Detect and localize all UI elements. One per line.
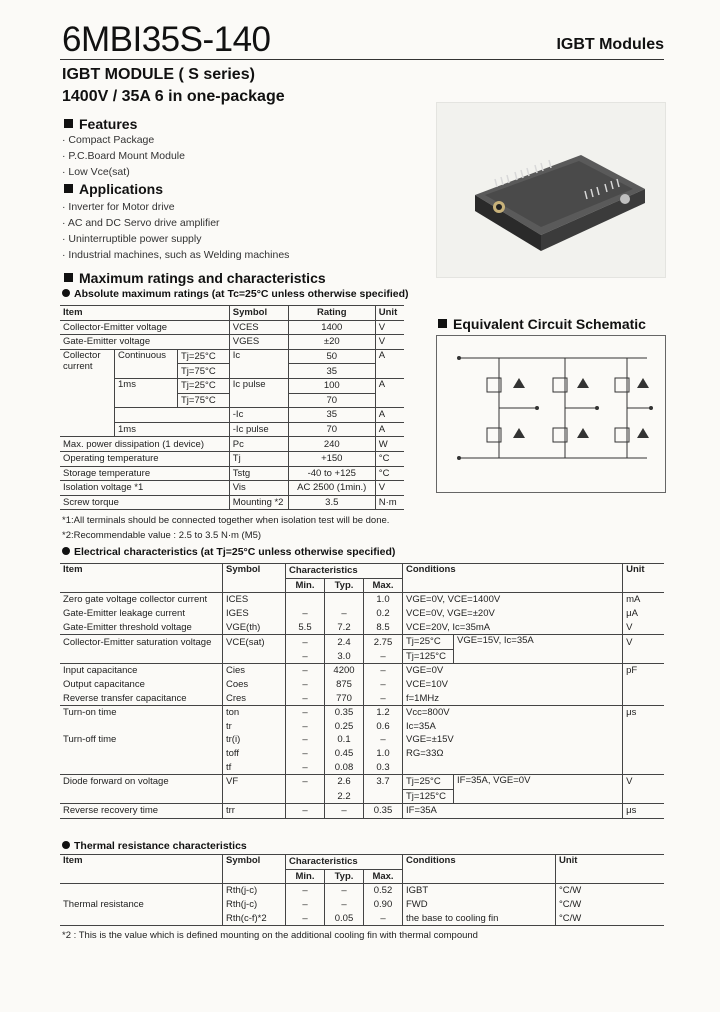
table-row: Collector-Emitter voltage VCES 1400 V — [60, 320, 404, 335]
table-row: Collector current Continuous Tj=25°C Ic 50 A — [60, 349, 404, 364]
table-row: 2.2 Tj=125°C — [60, 789, 664, 804]
table-row: Turn-off time tr(i) – 0.1 – VGE=±15V — [60, 733, 664, 747]
table-header: Unit — [556, 855, 665, 884]
table-row: Thermal resistance Rth(j-c) – – 0.52 IGBT °C/W — [60, 884, 664, 898]
table-row: Isolation voltage *1 Vis AC 2500 (1min.) V — [60, 481, 404, 496]
table-row: -Ic 35 A — [60, 408, 404, 423]
table-row: Input capacitance Cies – 4200 – VGE=0V pF — [60, 664, 664, 678]
table-row: 1ms Tj=25°C Ic pulse 100 A — [60, 378, 404, 393]
note-2: *2:Recommendable value : 2.5 to 3.5 N·m (M5) — [62, 530, 262, 541]
table-header: Item — [60, 564, 223, 593]
table-header: Symbol — [223, 855, 286, 884]
table-row: Gate-Emitter leakage current IGES – – 0.2 VCE=0V, VGE=±20V μA — [60, 607, 664, 621]
table-row: Max. power dissipation (1 device) Pc 240 W — [60, 437, 404, 452]
table-row: Diode forward on voltage VF – 2.6 3.7 Tj=25°C IF=35A, VGE=0V V — [60, 774, 664, 789]
table-header: Rating — [288, 306, 375, 321]
table-row: Gate-Emitter voltage VGES ±20 V — [60, 335, 404, 350]
table-header: Conditions — [403, 564, 623, 593]
part-number: 6MBI35S-140 — [62, 20, 271, 59]
table-row: Screw torque Mounting *2 3.5 N·m — [60, 495, 404, 510]
table-row: Operating temperature Tj +150 °C — [60, 451, 404, 466]
thermal-table: Item Symbol Characteristics Conditions Unit Min. Typ. Max. Thermal resistance Rth(j-c) – – 0.52 IGBT °C/W Rth(j-c) – – 0.90 FWD °C/W Rth(c-f)*2 – 0.05 – the base to cooling fin °C/W — [60, 854, 664, 926]
list-item: · P.C.Board Mount Module — [62, 150, 185, 162]
table-row: Collector-Emitter saturation voltage VCE(sat) – 2.4 2.75 Tj=25°C VGE=15V, Ic=35A V — [60, 634, 664, 649]
table-header: Symbol — [223, 564, 286, 593]
list-item: · Low Vce(sat) — [62, 166, 130, 178]
table-row: Rth(j-c) – – 0.90 FWD °C/W — [60, 898, 664, 912]
table-header: Item — [60, 855, 223, 884]
subtitle-rating: 1400V / 35A 6 in one-package — [62, 88, 285, 105]
list-item: · AC and DC Servo drive amplifier — [62, 217, 220, 229]
product-category: IGBT Modules — [556, 36, 664, 53]
list-item: · Inverter for Motor drive — [62, 201, 175, 213]
table-row: toff – 0.45 1.0 RG=33Ω — [60, 747, 664, 761]
table-row: tr – 0.25 0.6 Ic=35A — [60, 720, 664, 734]
table-row: Gate-Emitter threshold voltage VGE(th) 5.5 7.2 8.5 VCE=20V, Ic=35mA V — [60, 620, 664, 634]
table-row: Output capacitance Coes – 875 – VCE=10V — [60, 678, 664, 692]
table-header: Unit — [623, 564, 664, 593]
table-row: Storage temperature Tstg -40 to +125 °C — [60, 466, 404, 481]
table-header: Characteristics — [286, 855, 403, 870]
features-heading: Features — [64, 116, 137, 132]
list-item: · Uninterruptible power supply — [62, 233, 202, 245]
subtitle-module: IGBT MODULE ( S series) — [62, 66, 255, 83]
max-ratings-table — [60, 305, 404, 510]
table-header: Conditions — [403, 855, 556, 884]
header-rule — [60, 59, 664, 60]
table-header: Item — [60, 306, 229, 321]
table-row: tf – 0.08 0.3 — [60, 760, 664, 774]
electrical-table: Item Symbol Characteristics Conditions Unit Min. Typ. Max. Zero gate voltage collector current ICES 1.0 VGE=0V, VCE=1400V mA Gate-Emitter leakage current IGES – – 0.2 VCE=0V, VGE=±20V μA Gate-Emitter threshold voltage VGE(th) 5.5 7.2 8.5 VCE=20V, Ic=35mA V Collector-Emitter saturation voltage VCE(sat) – 2.4 2.75 Tj=25°C VGE=15V, Ic=35A V – 3.0 – Tj=125°C Input capacitance Cies – 4200 – VGE=0V pF Output capacitance Coes – 875 – VCE=10V Reverse transfer capacitance Cres – 770 – f=1MHz Turn-on time ton – 0.35 1.2 Vcc=800V μs tr – 0.25 0.6 Ic=35A Turn-off time tr(i) – 0.1 – VGE=±15V toff – 0.45 1.0 RG=33Ω tf – 0.08 0.3 Diode forward on voltage VF – 2.6 3.7 Tj=25°C IF=35A, VGE=0V V 2.2 Tj=125°C Reverse recovery time trr – – 0.35 IF=35A μs — [60, 563, 664, 819]
list-item: · Industrial machines, such as Welding machines — [62, 249, 290, 261]
schematic-heading: Equivalent Circuit Schematic — [438, 316, 646, 332]
table-header: Unit — [378, 307, 398, 319]
thermal-subheading: Thermal resistance characteristics — [62, 840, 247, 852]
table-row: Tj=75°C 70 — [60, 393, 404, 408]
table-row: Turn-on time ton – 0.35 1.2 Vcc=800V μs — [60, 705, 664, 719]
table-row: Reverse recovery time trr – – 0.35 IF=35A μs — [60, 804, 664, 819]
equivalent-circuit-diagram — [436, 335, 666, 493]
table-header: Characteristics — [286, 564, 403, 579]
features-list — [62, 132, 185, 180]
table-row: Reverse transfer capacitance Cres – 770 – f=1MHz — [60, 691, 664, 705]
product-photo — [436, 102, 666, 278]
thermal-note: *2 : This is the value which is defined mounting on the additional cooling fin with thermal compound — [62, 930, 478, 941]
table-row: Tj=75°C 35 — [60, 364, 404, 379]
list-item: · Compact Package — [62, 134, 155, 146]
table-row: Zero gate voltage collector current ICES 1.0 VGE=0V, VCE=1400V mA — [60, 593, 664, 607]
table-row: 1ms -Ic pulse 70 A — [60, 422, 404, 437]
electrical-subheading: Electrical characteristics (at Tj=25°C unless otherwise specified) — [62, 546, 395, 558]
max-ratings-heading: Maximum ratings and characteristics — [64, 270, 326, 286]
note-1: *1:All terminals should be connected together when isolation test will be done. — [62, 515, 390, 526]
table-row: – 3.0 – Tj=125°C — [60, 649, 664, 664]
applications-heading: Applications — [64, 181, 163, 197]
abs-max-subheading: Absolute maximum ratings (at Tc=25°C unless otherwise specified) — [62, 288, 409, 300]
table-row: Rth(c-f)*2 – 0.05 – the base to cooling fin °C/W — [60, 911, 664, 925]
table-header: Symbol — [229, 306, 288, 321]
applications-list — [62, 199, 289, 263]
